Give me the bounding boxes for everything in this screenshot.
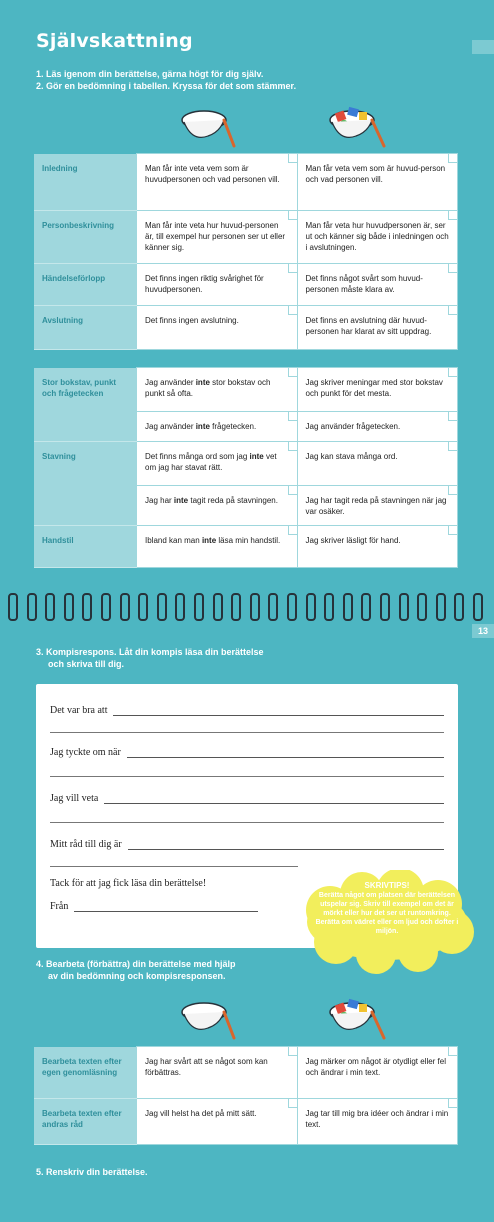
page-number-tab	[472, 624, 494, 638]
tip-body: Berätta något om platsen där berättelsen utspelar sig. Skriv till exempel om det är mörkt eller hur det ser ut runtomkring. Berätta om vädret eller om ljud och dofter i miljön.	[315, 892, 459, 935]
assessment-cell[interactable]: Jag använder inte frågetecken.	[137, 412, 298, 442]
assessment-cell[interactable]: Jag använder inte stor bokstav och punkt så ofta.	[137, 368, 298, 412]
assessment-cell[interactable]: Ibland kan man inte läsa min handstil.	[137, 526, 298, 568]
assessment-cell[interactable]: Jag har inte tagit reda på stavningen.	[137, 486, 298, 526]
write-line[interactable]	[50, 822, 444, 823]
table-row	[34, 1099, 458, 1145]
tip-heading: SKRIVTIPS!	[364, 881, 410, 890]
instruction-step3-line1: 3. Kompisrespons. Låt din kompis läsa din berättelse	[36, 647, 264, 657]
spiral-ring	[231, 593, 241, 621]
spiral-ring	[213, 593, 223, 621]
table-row	[34, 154, 458, 211]
assessment-cell[interactable]: Jag skriver meningar med stor bokstav och punkt för det mesta.	[297, 368, 458, 412]
spiral-ring	[343, 593, 353, 621]
spiral-ring	[268, 593, 278, 621]
response-line-2[interactable]	[50, 742, 444, 758]
full-net-icon	[326, 102, 388, 150]
row-label: Avslutning	[34, 306, 137, 350]
from-line[interactable]	[50, 896, 258, 912]
from-label: Från	[50, 901, 69, 912]
write-line[interactable]	[113, 704, 444, 716]
spiral-ring	[454, 593, 464, 621]
table-row	[34, 368, 458, 412]
table-row	[34, 526, 458, 568]
spiral-ring	[64, 593, 74, 621]
assessment-cell[interactable]: Jag skriver läsligt för hand.	[297, 526, 458, 568]
row-label: Händelseförlopp	[34, 264, 137, 306]
spiral-ring	[324, 593, 334, 621]
instruction-step4-line1: 4. Bearbeta (förbättra) din berättelse med hjälp	[36, 959, 236, 969]
row-label: Stor bokstav, punkt och frågetecken	[34, 368, 137, 442]
row-label: Inledning	[34, 154, 137, 211]
spiral-ring	[27, 593, 37, 621]
spiral-ring	[120, 593, 130, 621]
table-row	[34, 1047, 458, 1099]
spiral-ring	[399, 593, 409, 621]
write-line[interactable]	[50, 732, 444, 733]
spiral-ring	[101, 593, 111, 621]
spiral-ring	[473, 593, 483, 621]
assessment-cell[interactable]: Man får veta hur huvudpersonen är, ser ut och känner sig både i inledningen och i avslutningen.	[297, 211, 458, 264]
instruction-step5: 5. Renskriv din berättelse.	[36, 1167, 148, 1177]
revision-table	[34, 1046, 458, 1145]
assessment-cell[interactable]: Jag har svårt att se något som kan förbättras.	[137, 1047, 298, 1099]
spiral-ring	[417, 593, 427, 621]
assessment-cell[interactable]: Man får veta vem som är huvud-person och vad personen vill.	[297, 154, 458, 211]
writing-tip-cloud	[296, 870, 478, 974]
spiral-binding-icon	[0, 593, 494, 619]
spiral-ring	[45, 593, 55, 621]
row-label: Bearbeta texten efter andras råd	[34, 1099, 137, 1145]
spiral-ring	[175, 593, 185, 621]
instruction-step3-line2: och skriva till dig.	[48, 659, 125, 669]
spiral-ring	[250, 593, 260, 621]
page-title: Självskattning	[36, 30, 193, 52]
row-label: Handstil	[34, 526, 137, 568]
spiral-ring	[157, 593, 167, 621]
spiral-ring	[194, 593, 204, 621]
table-row	[34, 442, 458, 486]
response-line-1[interactable]	[50, 700, 444, 716]
table-row	[34, 264, 458, 306]
prompt-label: Mitt råd till dig är	[50, 839, 122, 850]
assessment-cell[interactable]: Det finns en avslutning där huvud-personen har klarat av sitt uppdrag.	[297, 306, 458, 350]
row-label: Bearbeta texten efter egen genomläsning	[34, 1047, 137, 1099]
assessment-cell[interactable]: Jag använder frågetecken.	[297, 412, 458, 442]
self-assessment-table-content	[34, 153, 458, 350]
assessment-cell[interactable]: Det finns ingen riktig svårighet för huvudpersonen.	[137, 264, 298, 306]
spiral-ring	[306, 593, 316, 621]
assessment-cell[interactable]: Jag har tagit reda på stavningen när jag var osäker.	[297, 486, 458, 526]
write-line[interactable]	[127, 746, 444, 758]
empty-net-icon	[178, 998, 238, 1042]
assessment-cell[interactable]: Det finns något svårt som huvud-personen måste klara av.	[297, 264, 458, 306]
thanks-text: Tack för att jag fick läsa din berättelse!	[50, 878, 207, 889]
table-row	[34, 211, 458, 264]
assessment-cell[interactable]: Jag kan stava många ord.	[297, 442, 458, 486]
write-line[interactable]	[50, 776, 444, 777]
spiral-ring	[8, 593, 18, 621]
row-label: Personbeskrivning	[34, 211, 137, 264]
assessment-cell[interactable]: Det finns många ord som jag inte vet om jag har stavat rätt.	[137, 442, 298, 486]
instruction-step4-line2: av din bedömning och kompisresponsen.	[48, 971, 226, 981]
assessment-cell[interactable]: Jag märker om något är otydligt eller fel och ändrar i min text.	[297, 1047, 458, 1099]
prompt-label: Jag vill veta	[50, 793, 99, 804]
prompt-label: Jag tyckte om när	[50, 747, 121, 758]
assessment-cell[interactable]: Jag vill helst ha det på mitt sätt.	[137, 1099, 298, 1145]
spiral-ring	[138, 593, 148, 621]
row-label: Stavning	[34, 442, 137, 526]
tip-text	[314, 881, 460, 936]
instruction-step2: 2. Gör en bedömning i tabellen. Kryssa för det som stämmer.	[36, 81, 297, 91]
assessment-cell[interactable]: Jag tar till mig bra idéer och ändrar i min text.	[297, 1099, 458, 1145]
table-row	[34, 306, 458, 350]
assessment-cell[interactable]: Det finns ingen avslutning.	[137, 306, 298, 350]
spiral-ring	[82, 593, 92, 621]
write-line[interactable]	[74, 900, 258, 912]
instruction-step1: 1. Läs igenom din berättelse, gärna högt för dig själv.	[36, 69, 264, 79]
spiral-ring	[361, 593, 371, 621]
empty-net-icon	[178, 106, 238, 150]
spiral-ring	[436, 593, 446, 621]
spiral-ring	[380, 593, 390, 621]
assessment-cell[interactable]: Man får inte veta hur huvud-personen är, till exempel hur personen ser ut eller känner sig.	[137, 211, 298, 264]
page-tab-top	[472, 40, 494, 54]
response-line-4[interactable]	[50, 834, 444, 850]
write-line[interactable]	[104, 792, 444, 804]
response-line-3[interactable]	[50, 788, 444, 804]
page-number: 13	[477, 626, 488, 636]
write-line[interactable]	[50, 866, 298, 867]
prompt-label: Det var bra att	[50, 705, 108, 716]
spiral-ring	[287, 593, 297, 621]
write-line[interactable]	[128, 838, 444, 850]
assessment-cell[interactable]: Man får inte veta vem som är huvudpersonen och vad personen vill.	[137, 154, 298, 211]
language-assessment-table	[34, 367, 458, 568]
full-net-icon	[326, 994, 388, 1042]
